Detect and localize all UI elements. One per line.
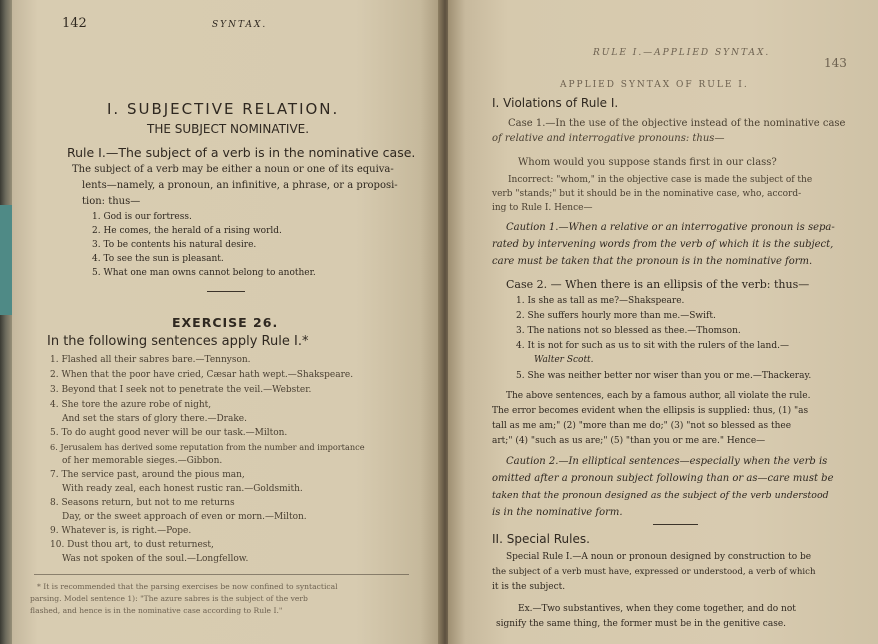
case2-example: 1. Is she as tall as me?—Shakspeare. <box>516 296 685 306</box>
right-page <box>448 0 878 644</box>
case1-example: Whom would you suppose stands first in our class? <box>518 157 777 168</box>
divider <box>653 524 698 525</box>
definition-line: lents—namely, a pronoun, an infinitive, a phrase, or a proposi- <box>82 180 398 191</box>
exercise-line: 3. Beyond that I seek not to penetrate the veil.—Webster. <box>50 385 312 395</box>
exercise-line: With ready zeal, each honest rustic ran.—Goldsmith. <box>62 484 303 494</box>
bookmark-tab <box>0 205 12 315</box>
example-line: 1. God is our fortress. <box>92 212 192 222</box>
exercise-line: 4. She tore the azure robe of night, <box>50 400 212 410</box>
exercise-line: Day, or the sweet approach of even or morn.—Milton. <box>62 512 307 522</box>
explanation-line: art;" (4) "such as us are;" (5) "than you or me are." Hence— <box>492 436 766 446</box>
footnote-line: parsing. Model sentence 1): "The azure sabres is the subject of the verb <box>30 594 308 603</box>
case2-example: 3. The nations not so blessed as thee.—Thomson. <box>516 326 741 336</box>
footnote-line: * It is recommended that the parsing exercises be now confined to syntactical <box>37 582 338 591</box>
definition-line: The subject of a verb may be either a noun or one of its equiva- <box>72 164 394 175</box>
applied-syntax-heading: APPLIED SYNTAX OF RULE I. <box>560 80 749 90</box>
case2-example: 5. She was neither better nor wiser than you or me.—Thackeray. <box>516 371 812 381</box>
exercise-line: 5. To do aught good never will be our task.—Milton. <box>50 428 288 438</box>
exercise-line: 2. When that the poor have cried, Cæsar hath wept.—Shakspeare. <box>50 370 354 380</box>
subtitle: THE SUBJECT NOMINATIVE. <box>147 122 310 136</box>
explanation-line: tall as me am;" (2) "more than me do;" (3) "not so blessed as thee <box>492 421 792 431</box>
exercise-line: And set the stars of glory there.—Drake. <box>62 414 247 424</box>
case2-example: 4. It is not for such as us to sit with the rulers of the land.— <box>516 341 789 351</box>
example-note-line: signify the same thing, the former must be in the genitive case. <box>496 619 787 629</box>
example-line: 3. To be contents his natural desire. <box>92 240 257 250</box>
caution2-line: omitted after a pronoun subject following than or as—care must be <box>492 473 834 484</box>
case2-example: 2. She suffers hourly more than me.—Swift. <box>516 311 716 321</box>
exercise-line: Was not spoken of the soul.—Longfellow. <box>62 554 249 564</box>
caution1-line: care must be taken that the pronoun is in the nominative form. <box>492 256 813 267</box>
case2-example: Walter Scott. <box>534 355 594 365</box>
example-line: 5. What one man owns cannot belong to another. <box>92 268 316 278</box>
exercise-line: 7. The service past, around the pious man, <box>50 470 245 480</box>
violations-heading: I. Violations of Rule I. <box>492 96 619 110</box>
exercise-line: 10. Dust thou art, to dust returnest, <box>50 540 214 550</box>
exercise-line: 1. Flashed all their sabres bare.—Tennyson. <box>50 355 251 365</box>
incorrect-line: ing to Rule I. Hence— <box>492 203 593 213</box>
example-line: 4. To see the sun is pleasant. <box>92 254 224 264</box>
left-page <box>12 0 442 644</box>
special-rules-heading: II. Special Rules. <box>492 532 590 546</box>
exercise-line: 6. Jerusalem has derived some reputation from the number and importance <box>50 442 365 452</box>
incorrect-line: verb "stands;" but it should be in the nominative case, who, accord- <box>492 189 802 199</box>
explanation-line: The error becomes evident when the ellipsis is supplied: thus, (1) "as <box>492 406 809 416</box>
section-title: I. SUBJECTIVE RELATION. <box>107 100 340 118</box>
exercise-line: 8. Seasons return, but not to me returns <box>50 498 235 508</box>
left-page-number: 142 <box>62 16 87 31</box>
case1-line: of relative and interrogative pronouns: thus— <box>492 133 725 144</box>
footnote-divider <box>34 574 409 575</box>
special-rule-line: it is the subject. <box>492 582 566 592</box>
special-rule-line: Special Rule I.—A noun or pronoun designed by construction to be <box>506 552 812 562</box>
rule-statement: Rule I.—The subject of a verb is in the nominative case. <box>67 145 416 160</box>
exercise-line: 9. Whatever is, is right.—Pope. <box>50 526 192 536</box>
exercise-title: EXERCISE 26. <box>172 315 279 330</box>
caution2-line: taken that the pronoun designed as the subject of the verb understood <box>492 490 829 501</box>
special-rule-line: the subject of a verb must have, expressed or understood, a verb of which <box>492 567 816 577</box>
exercise-line: of her memorable sieges.—Gibbon. <box>62 456 223 466</box>
definition-line: tion: thus— <box>82 196 141 207</box>
caution2-line: Caution 2.—In elliptical sentences—especially when the verb is <box>506 456 828 467</box>
example-note-line: Ex.—Two substantives, when they come together, and do not <box>518 604 796 614</box>
caution2-line: is in the nominative form. <box>492 507 623 518</box>
right-page-number: 143 <box>824 56 847 70</box>
example-line: 2. He comes, the herald of a rising world. <box>92 226 282 236</box>
divider <box>207 291 245 292</box>
case1-line: Case 1.—In the use of the objective instead of the nominative case <box>508 118 846 129</box>
caution1-line: Caution 1.—When a relative or an interrogative pronoun is sepa- <box>506 222 835 233</box>
footnote-line: flashed, and hence is in the nominative case according to Rule I." <box>30 606 283 615</box>
left-running-head: SYNTAX. <box>212 20 268 30</box>
case2-heading: Case 2. — When there is an ellipsis of the verb: thus— <box>506 278 810 291</box>
caution1-line: rated by intervening words from the verb of which it is the subject, <box>492 239 834 250</box>
exercise-instruction: In the following sentences apply Rule I.* <box>47 334 309 349</box>
explanation-line: The above sentences, each by a famous author, all violate the rule. <box>506 391 811 401</box>
right-running-head: RULE I.—APPLIED SYNTAX. <box>593 48 771 58</box>
incorrect-line: Incorrect: "whom," in the objective case is made the subject of the <box>508 175 813 185</box>
